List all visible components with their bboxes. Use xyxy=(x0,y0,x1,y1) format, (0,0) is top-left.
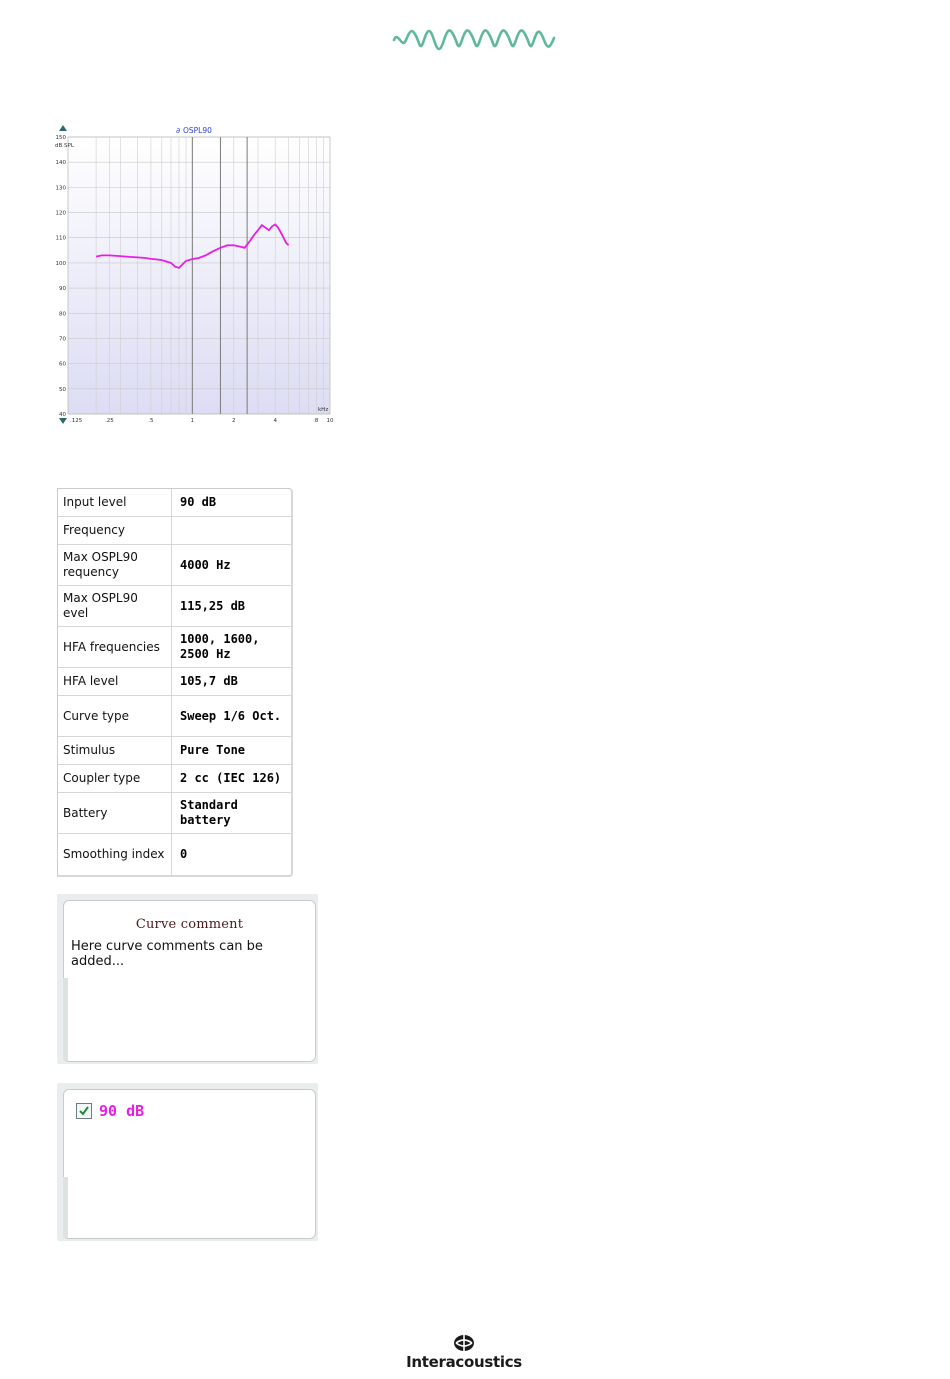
row-value: 105,7 dB xyxy=(180,674,238,688)
interacoustics-emblem-icon xyxy=(453,1334,475,1352)
table-row xyxy=(58,737,291,765)
legend-label: 90 dB xyxy=(99,1102,145,1120)
row-label: Coupler type xyxy=(58,765,172,792)
chart-svg xyxy=(52,122,342,430)
curve-comment-panel xyxy=(57,894,318,1064)
x-tick-label: .125 xyxy=(70,418,83,424)
chart-title-ear-icon: ∂ xyxy=(176,126,181,135)
scroll-down-arrow-icon[interactable] xyxy=(59,418,67,424)
row-value: 2 cc (IEC 126) xyxy=(180,771,282,785)
curve-legend-box xyxy=(63,1089,316,1239)
table-row xyxy=(58,489,291,517)
table-row xyxy=(58,668,291,696)
x-tick-label: 10 xyxy=(326,418,334,424)
table-row xyxy=(58,696,291,737)
table-row xyxy=(58,627,291,668)
curve-info-table xyxy=(57,488,293,877)
row-value: 115,25 dB xyxy=(180,598,246,613)
row-label: Stimulus xyxy=(58,737,172,764)
x-tick-label: 1 xyxy=(190,418,195,424)
y-tick-label: 140 xyxy=(55,160,66,167)
row-label: HFA level xyxy=(58,668,172,695)
y-tick-label: 120 xyxy=(55,210,66,217)
x-tick-label: 2 xyxy=(232,418,236,424)
y-tick-label: 70 xyxy=(59,336,66,343)
scroll-up-arrow-icon[interactable] xyxy=(59,125,67,131)
x-tick-label: .25 xyxy=(105,418,114,424)
row-label: Max OSPL90 evel xyxy=(58,586,172,626)
y-tick-label: 130 xyxy=(55,185,66,192)
waveform-icon xyxy=(392,26,556,56)
checkmark-icon xyxy=(78,1105,90,1117)
y-tick-label: 150 xyxy=(55,135,66,141)
panel-divider xyxy=(63,978,68,1060)
legend-item-90db[interactable] xyxy=(76,1102,144,1120)
row-label: Frequency xyxy=(58,517,172,544)
row-value: Standard battery xyxy=(180,798,238,827)
table-row xyxy=(58,545,291,586)
row-label: Battery xyxy=(58,793,172,833)
curve-comment-box[interactable] xyxy=(63,900,316,1062)
row-label: Max OSPL90 requency xyxy=(58,545,172,585)
table-row xyxy=(58,834,291,875)
row-value: Sweep 1/6 Oct. xyxy=(180,708,282,723)
y-tick-label: 60 xyxy=(59,361,66,368)
curve-legend-panel xyxy=(57,1083,318,1241)
y-tick-label: 50 xyxy=(59,386,66,393)
chart-title: OSPL90 xyxy=(183,126,212,135)
y-tick-label: 40 xyxy=(59,412,66,418)
x-tick-label: .5 xyxy=(148,418,154,424)
interacoustics-logo xyxy=(388,1334,540,1374)
y-tick-label: 80 xyxy=(59,311,66,318)
row-value: 0 xyxy=(180,847,188,861)
table-row xyxy=(58,793,291,834)
row-value xyxy=(172,517,291,544)
table-row xyxy=(58,586,291,627)
y-axis-label: dB SPL xyxy=(55,143,74,149)
row-value: 90 dB xyxy=(180,495,217,509)
y-tick-label: 110 xyxy=(55,235,66,242)
row-value: Pure Tone xyxy=(180,743,246,757)
row-label: Input level xyxy=(58,489,172,516)
x-tick-label: 8 xyxy=(314,418,319,424)
y-tick-label: 90 xyxy=(59,286,66,293)
row-label: Smoothing index xyxy=(58,834,172,875)
row-label: Curve type xyxy=(58,696,172,736)
row-label: HFA frequencies xyxy=(58,627,172,667)
panel-divider xyxy=(63,1177,68,1237)
legend-checkbox[interactable] xyxy=(76,1103,92,1119)
table-row xyxy=(58,765,291,793)
row-value: 1000, 1600, 2500 Hz xyxy=(180,632,260,661)
ospl90-chart xyxy=(52,122,342,430)
plot-area xyxy=(68,137,330,414)
row-value: 4000 Hz xyxy=(180,557,231,572)
brand-name: Interacoustics xyxy=(406,1353,522,1371)
y-tick-label: 100 xyxy=(55,260,66,267)
curve-comment-text[interactable]: Here curve comments can be added... xyxy=(71,939,263,969)
table-row xyxy=(58,517,291,545)
x-axis-label: kHz xyxy=(318,407,329,413)
curve-comment-title: Curve comment xyxy=(135,917,244,932)
x-tick-label: 4 xyxy=(273,418,277,424)
